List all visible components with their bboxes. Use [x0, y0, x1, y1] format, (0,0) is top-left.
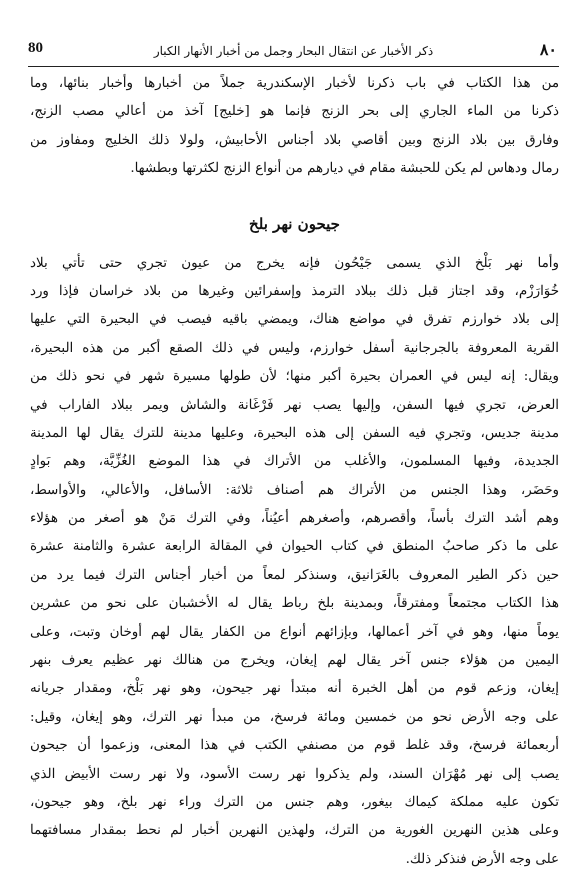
text-line: يصب إلى نهر مُهْرَان السند، ولم يذكروا نهر رست الأسود، ولا نهر رست الأبيض الذي [30, 766, 559, 782]
text-line: تكون عليه مملكة كيماك بيغور، وهم جنس من الترك وراء نهر بلخ، وهو جيحون، [30, 794, 559, 810]
paragraph-2 [30, 250, 559, 874]
text-line: وهم أشد الترك بأساً، وأقصرهم، وأصغرهم أعيُناً، وفي الترك مَنْ هو أصغر من هؤلاء [30, 511, 559, 527]
text-line: أربعمائة فرسخ، وقد غلط قوم من مصنفي الكتب في هذا المعنى، وزعموا أن جيحون [30, 738, 559, 754]
text-line: وعلى هذين النهرين الغورية من الترك، ولهذين النهرين أخبار لم نحط بمقدار مسافتهما [30, 823, 559, 839]
paragraph-1 [30, 70, 559, 184]
text-line: القرية المعروفة بالجرجانية أسفل خوارزم، وليس في ذلك الصقع أكبر من هذه البحيرة، [30, 340, 559, 356]
text-line: حين ذكر الطير المعروف بالغَرَانيق، وسنذكر لمعاً من أخبار أجناس الترك فيما يرد من [30, 567, 559, 583]
text-line: هذا الكتاب مجتمعاً ومفترقاً، وبمدينة بلخ رباط يقال له الأخشبان على نحو من عشرين [30, 596, 559, 612]
text-line: على وجه الأرض فنذكر ذلك. [405, 851, 559, 867]
text-line: العرض، تجري فيها السفن، وإليها يصب نهر فَرْغَانة والشاش ويمر ببلاد الفاراب في [30, 397, 559, 413]
text-line: وأما نهر بَلْخ الذي يسمى جَيْحُون فإنه يخرج من عيون تجري حتى تأتي بلاد [30, 255, 559, 271]
text-line: وفارق بين بلاد الزنج وبين أقاصي بلاد أجناس الأحابيش، ولولا ذلك الخليج ومفاوز من [30, 132, 559, 148]
text-line: يوماً منها، وهو في آخر أعمالها، وبإزائهم أنواع من الكفار يقال لهم أوخان وتبت، وعلى [30, 624, 559, 640]
text-line: من هذا الكتاب في باب ذكرنا لأخبار الإسكندرية جملاً من أخبارها وأخبار بنائها، وما [30, 76, 559, 91]
page-body [30, 70, 559, 874]
text-line: مدينة جديس، وتجري فيه السفن إلى هذه البحيرة، وعليها مدينة للترك يقال لها المدينة [30, 425, 559, 441]
text-line: إيغان، وزعم قوم من أهل الخبرة أنه مبتدأ نهر جيحون، وهو نهر بَلْخ، ومقدار جريانه [30, 681, 559, 697]
page-number-latin: 80 [28, 40, 43, 56]
text-line: وحَضَر، وهذا الجنس من الأتراك هم أصناف ثلاثة: الأسافل، والأعالي، والأواسط، [30, 482, 559, 498]
text-line: ويقال: إنه ليس في العمران بحيرة أكبر منها؛ لأن طولها مسيرة شهر في نحو ذلك من [30, 369, 559, 385]
text-line: اليمين من هؤلاء جنس آخر يقال لهم إيغان، ويخرج من هنالك نهر عظيم يعرف بنهر [30, 653, 559, 669]
page-number-arabic: ٨٠ [539, 40, 557, 59]
text-line: على وجه الأرض نحو من خمسين ومائة فرسخ، من مبدأ نهر الترك، وهو إيغان، وقيل: [30, 709, 559, 725]
text-line: الجديدة، وفيها المسلمون، والأغلب من الأتراك في هذا الموضع الغُزِّيَّة، وهم بَوادٍ [30, 454, 559, 470]
text-line: إلى بلاد خوارزم تفرق في مواضع هناك، ويمضي باقيه فيصب في البحيرة التي عليها [30, 312, 559, 328]
running-title: ذكر الأخبار عن انتقال البحار وجمل من أخبار الأنهار الكبار [153, 44, 434, 58]
text-line: ذكرنا من الماء الجاري إلى بحر الزنج فإنما هو [خليج] آخذ من أعالي مصب الزنج، [30, 104, 559, 120]
section-heading: جيحون نهر بلخ [249, 214, 340, 233]
header-rule [28, 66, 559, 67]
text-line: رمال ودهاس لم يكن للحبشة مقام في ديارهم من أنواع الزنج لكثرتها وبطشها. [130, 161, 559, 177]
text-line: على ما ذكر صاحبُ المنطق في كتاب الحيوان في المقالة الرابعة عشرة والثامنة عشرة [30, 539, 559, 555]
page-header [28, 36, 559, 64]
text-line: خُوَارَزْم، وقد اجتاز قبل ذلك ببلاد الترمذ وإسفرائين وغيرها من بلاد خراسان فإذا ورد [30, 283, 559, 299]
